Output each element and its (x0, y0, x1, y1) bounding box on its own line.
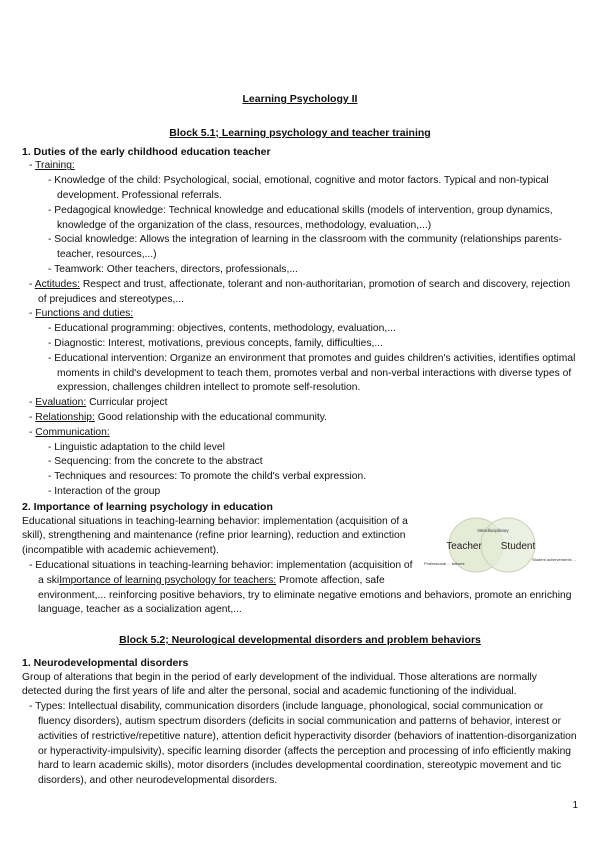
training-label: Training: (35, 160, 75, 172)
list-item: - Techniques and resources: To promote the child's verbal expression. (48, 471, 367, 483)
importance-paragraph: Educational situations in teaching-learning behavior: implementation (acquisition of a skill), strengthening and maintenance (refine prior learning), reduction and extinction (incompatible with academic achievement). (22, 515, 408, 557)
communication-label-line: - Communication: (29, 426, 110, 438)
importance-block (22, 515, 578, 566)
venn-teacher-label: Teacher (446, 540, 482, 552)
importance-bullet: - Educational situations in teaching-learning behavior: implementation (acquisition of a skiImportance of learning psychology for teachers: Promote affection, safe environment,... reinforcing positive behaviors, try to eliminate negative emotions and behaviors, promote an enriching language, teacher as a socialization agent,... (29, 559, 572, 616)
evaluation-item: - Evaluation: Curricular project (29, 397, 168, 409)
functions-label-line: - Functions and duties: (29, 308, 134, 320)
list-item: - Pedagogical knowledge: Technical knowledge and educational skills (models of intervention, group dynamics, knowledge of the organization of the class, resources, methodology, evaluation,...) (48, 204, 553, 231)
section-neuro-heading: 1. Neurodevelopmental disorders (22, 656, 189, 669)
block-5-1-title: Block 5.1; Learning psychology and teacher training (169, 126, 431, 139)
communication-label: Communication: (35, 426, 110, 438)
section-importance-heading: 2. Importance of learning psychology in education (22, 500, 273, 513)
importance-link: Importance of learning psychology for teachers: (59, 574, 277, 586)
list-item: - Knowledge of the child: Psychological, social, emotional, cognitive and motor factors. Typical and non-typical development. Professional referrals. (48, 175, 549, 201)
relationship-item: - Relationship: Good relationship with the educational community. (29, 411, 328, 423)
list-item: - Social knowledge: Allows the integration of learning in the classroom with the community (relationships parents-teacher, resources,...) (48, 234, 562, 261)
venn-left-note: Professional ... failures (424, 560, 465, 566)
attitudes-item: - Actitudes: Respect and trust, affectionate, tolerant and non-authoritarian, promotion of search and discovery, rejection of prejudices and stereotypes,... (29, 278, 571, 305)
list-item: - Educational programming: objectives, contents, methodology, evaluation,... (48, 323, 396, 335)
attitudes-label: Actitudes: (34, 278, 80, 290)
list-item: - Interaction of the group (48, 485, 161, 497)
document-page (22, 92, 578, 789)
section-duties-heading: 1. Duties of the early childhood education teacher (22, 145, 271, 158)
list-item: - Educational intervention: Organize an environment that promotes and guides children's activities, identifies optimal moments in child's development to teach them, promotes verbal and non-verbal interactions with diverse types of expression, challenges children intellect to promote self-resolution. (48, 352, 576, 394)
block-5-2-title: Block 5.2; Neurological developmental disorders and problem behaviors (119, 634, 481, 647)
list-item: - Sequencing: from the concrete to the abstract (48, 456, 263, 468)
neuro-paragraph: Group of alterations that begin in the period of early development of the individual. Those alterations are normally detected during the first years of life and alter the personal, social and academic functioning of the individual. (22, 671, 537, 698)
doc-title: Learning Psychology II (242, 93, 358, 105)
teacher-student-venn-diagram (420, 515, 578, 575)
page-number: 1 (572, 800, 578, 811)
training-label-line: - Training: (29, 160, 75, 172)
neuro-types-item: - Types: Intellectual disability, communication disorders (include language, phonological, social communication or fluency disorders), autism spectrum disorders (deficits in social communication and patterns of behavior, interest or activities of restrictive/repetitive nature), attention deficit hyperactivity disorder (behaviors of inattention-disorganization or hyperactivity-impulsivity), specific learning disorder (affects the perception and processing of info efficiently making hard to learn academic skills), motor disorders (includes developmental coordination, stereotypic movement and tic disorders), and other neurodevelopmental disorders. (29, 701, 577, 787)
functions-label: Functions and duties: (35, 308, 134, 320)
venn-top-label: Interdisciplinary (477, 527, 509, 533)
list-item: - Diagnostic: Interest, motivations, previous concepts, family, difficulties,... (48, 337, 383, 349)
venn-student-label: Student (500, 540, 536, 552)
list-item: - Linguistic adaptation to the child level (48, 441, 225, 453)
relationship-label: Relationship: (35, 411, 95, 423)
venn-right-note: Student achievements ... (532, 556, 577, 562)
evaluation-label: Evaluation: (35, 397, 87, 409)
list-item: - Teamwork: Other teachers, directors, professionals,... (48, 263, 298, 275)
